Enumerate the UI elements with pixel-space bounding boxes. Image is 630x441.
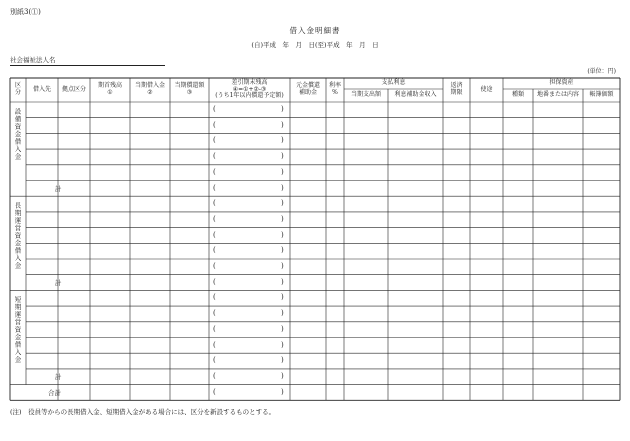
paren-open: ( (213, 136, 216, 145)
header-interest-sub: 利息補助金収入 (394, 91, 437, 99)
paren-close: ) (281, 199, 284, 208)
header-line: 担保資産 (549, 79, 574, 87)
paren-open: ( (213, 324, 216, 333)
header-office (58, 78, 90, 102)
header-line: ③ (186, 89, 193, 96)
paren-open: ( (213, 309, 216, 318)
paren-close: ) (281, 293, 284, 302)
header-line: % (332, 89, 338, 96)
header-line: (うち1年以内償還予定額) (215, 92, 284, 100)
paren-open: ( (213, 183, 216, 192)
paren-open: ( (213, 356, 216, 365)
header-kubun (10, 78, 26, 102)
header-line: 補助金 (298, 89, 317, 96)
header-interest (344, 78, 443, 89)
paren-close: ) (281, 105, 284, 113)
paren-close: ) (281, 230, 284, 239)
header-line: 拠点区分 (61, 85, 86, 93)
header-line: ② (147, 89, 153, 96)
paren-open: ( (213, 340, 216, 349)
paren-open: ( (213, 387, 216, 396)
header-collateral-sub: 帳簿価額 (589, 91, 614, 99)
reporting-period: (自)平成 年 月 日(至)平成 年 月 日 (251, 41, 379, 49)
section-label: 短期運営資金借入金 (13, 296, 22, 364)
header-collateral-sub: 地番または内容 (536, 91, 579, 99)
section-label: 長期運営資金借入金 (13, 202, 22, 270)
paren-open: ( (213, 167, 216, 176)
paren-close: ) (281, 340, 284, 349)
header-line: 期首残高 (97, 82, 122, 90)
paren-close: ) (281, 214, 284, 223)
header-opening (90, 78, 130, 102)
header-use (470, 78, 503, 102)
header-line: ① (107, 89, 113, 96)
paren-open: ( (213, 152, 216, 161)
paren-open: ( (213, 277, 216, 286)
paren-close: ) (281, 371, 284, 380)
header-interest-sub: 当期支出額 (350, 91, 381, 99)
header-lender (26, 78, 58, 102)
header-line: 利率 (328, 82, 341, 90)
paren-open: ( (213, 105, 216, 113)
header-rate (326, 78, 344, 102)
header-line: 区 (14, 82, 21, 90)
paren-open: ( (213, 371, 216, 380)
header-line: 支払利息 (381, 79, 406, 87)
subtotal-label: 計 (55, 372, 62, 381)
paren-close: ) (281, 262, 284, 270)
header-line: 当期償還額 (174, 82, 205, 90)
subtotal-label: 計 (55, 184, 62, 193)
paren-close: ) (281, 277, 284, 286)
paren-open: ( (213, 230, 216, 239)
header-line: 期限 (450, 89, 463, 96)
header-line: 差引期末残高 (231, 78, 268, 86)
unit-label: (単位：円) (587, 68, 616, 75)
header-line: 元金償還 (295, 82, 320, 90)
header-line: 使途 (480, 85, 493, 93)
paren-open: ( (213, 293, 216, 302)
paren-close: ) (281, 152, 284, 161)
header-line: 当期借入金 (134, 82, 165, 90)
form-number: 別紙3(①) (10, 8, 41, 16)
paren-open: ( (213, 214, 216, 223)
header-line: 返済 (450, 82, 463, 90)
header-borrowed (130, 78, 170, 102)
header-line: 分 (14, 89, 21, 96)
header-repaid (170, 78, 209, 102)
paren-open: ( (213, 262, 216, 270)
paren-open: ( (213, 199, 216, 208)
grand-total-label: 合計 (48, 388, 61, 397)
paren-close: ) (281, 167, 284, 176)
header-collateral-sub: 種類 (511, 91, 524, 99)
section-label: 設備資金借入金 (13, 108, 22, 161)
header-line: ④=①+②-③ (232, 85, 267, 93)
header-line: 借入先 (32, 85, 51, 93)
paren-open: ( (213, 120, 216, 129)
subtotal-label: 計 (55, 278, 62, 287)
paren-open: ( (213, 246, 216, 255)
paren-close: ) (281, 183, 284, 192)
document-title: 借入金明細書 (289, 26, 341, 35)
paren-close: ) (281, 324, 284, 333)
header-subsidy (290, 78, 326, 102)
footnote: (注) 役員等からの長期借入金、短期借入金がある場合には、区分を新設するものとする。 (10, 408, 276, 416)
header-closing (209, 78, 290, 102)
paren-close: ) (281, 356, 284, 365)
entity-name-field[interactable]: 社会福祉法人名 (10, 57, 165, 66)
header-collateral (503, 78, 620, 89)
header-term (443, 78, 470, 102)
paren-close: ) (281, 246, 284, 255)
paren-close: ) (281, 120, 284, 129)
paren-close: ) (281, 387, 284, 396)
paren-close: ) (281, 136, 284, 145)
paren-close: ) (281, 309, 284, 318)
